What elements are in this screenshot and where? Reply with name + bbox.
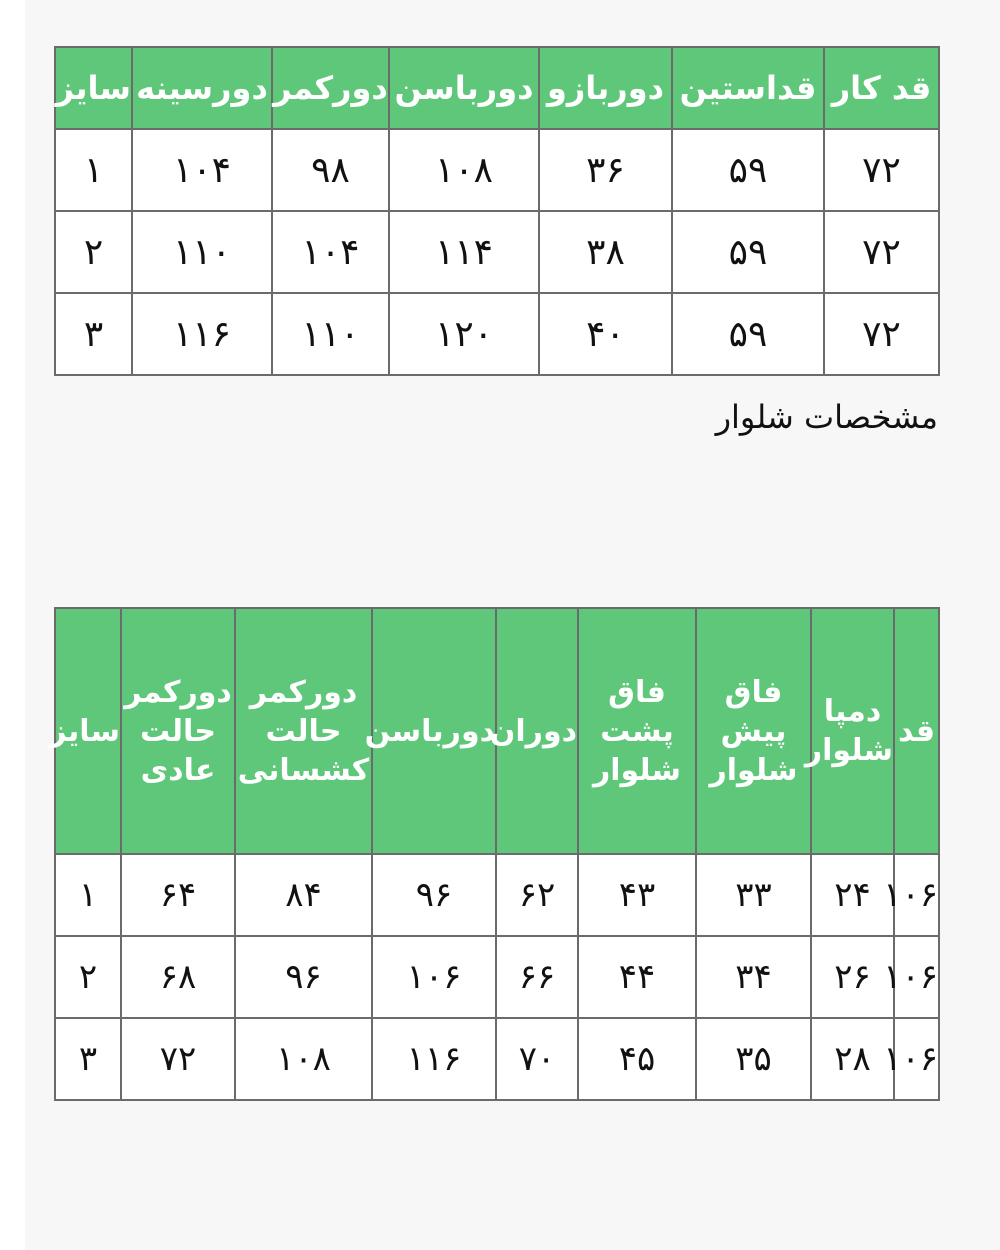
- table-cell: ۷۲: [824, 129, 939, 211]
- table-row: [55, 1018, 939, 1100]
- table-row: [55, 854, 939, 936]
- table-row: [55, 129, 939, 211]
- table-cell: ۲۶: [811, 936, 894, 1018]
- table-cell: ۵۹: [672, 211, 824, 293]
- header-sleeve-length: قداستین: [672, 47, 824, 129]
- table-cell: ۴۴: [578, 936, 696, 1018]
- table-cell: ۱۰۸: [389, 129, 539, 211]
- table-cell: ۱۱۰: [132, 211, 272, 293]
- header-hip-circumference: دورباسن: [389, 47, 539, 129]
- table-cell: ۳۴: [696, 936, 811, 1018]
- table-cell: ۳۵: [696, 1018, 811, 1100]
- table-cell: ۶۸: [121, 936, 235, 1018]
- table-cell: ۶۶: [496, 936, 578, 1018]
- top-size-table: [54, 46, 940, 376]
- table-cell: ۲: [55, 936, 121, 1018]
- table-cell: ۷۲: [824, 293, 939, 375]
- table-cell: ۱۱۶: [132, 293, 272, 375]
- table-cell: ۵۹: [672, 293, 824, 375]
- header-waist-normal: دورکمر حالت عادی: [121, 608, 235, 854]
- bottom-size-table: [49, 607, 940, 1101]
- header-hem-width: دمپا شلوار: [811, 608, 894, 854]
- table-cell: ۱۱۰: [272, 293, 389, 375]
- table-cell: ۱۰۸: [235, 1018, 372, 1100]
- table-cell: ۱۱۶: [372, 1018, 496, 1100]
- table-cell: ۱: [55, 129, 132, 211]
- header-thigh: دوران: [496, 608, 578, 854]
- table-cell: ۷۲: [121, 1018, 235, 1100]
- table-cell: ۶۲: [496, 854, 578, 936]
- header-hip-circumference: دورباسن: [372, 608, 496, 854]
- table-cell: ۷۰: [496, 1018, 578, 1100]
- table-cell: ۳۳: [696, 854, 811, 936]
- table-cell: ۸۴: [235, 854, 372, 936]
- table-cell: ۹۶: [372, 854, 496, 936]
- table-cell: ۱۰۶: [894, 854, 939, 936]
- table-cell: ۱۱۴: [389, 211, 539, 293]
- header-size: سایز: [55, 608, 121, 854]
- header-chest-circumference: دورسینه: [132, 47, 272, 129]
- table-cell: ۴۳: [578, 854, 696, 936]
- header-arm-circumference: دوربازو: [539, 47, 672, 129]
- table-cell: ۳: [55, 1018, 121, 1100]
- header-back-rise: فاق پشت شلوار: [578, 608, 696, 854]
- table-cell: ۲۴: [811, 854, 894, 936]
- table-cell: ۲۸: [811, 1018, 894, 1100]
- table-cell: ۹۶: [235, 936, 372, 1018]
- table-cell: ۴۵: [578, 1018, 696, 1100]
- section-title-pants-specs: مشخصات شلوار: [715, 398, 938, 436]
- table-cell: ۳: [55, 293, 132, 375]
- table-cell: ۴۰: [539, 293, 672, 375]
- table-cell: ۶۴: [121, 854, 235, 936]
- header-waist-stretch: دورکمر حالت کشسانی: [235, 608, 372, 854]
- table-cell: ۳۸: [539, 211, 672, 293]
- table-cell: ۷۲: [824, 211, 939, 293]
- table-cell: ۱۰۶: [894, 1018, 939, 1100]
- table-cell: ۱۲۰: [389, 293, 539, 375]
- header-row: [55, 47, 939, 129]
- table-cell: ۲: [55, 211, 132, 293]
- table-cell: ۱۰۴: [132, 129, 272, 211]
- table-cell: ۱۰۶: [372, 936, 496, 1018]
- table-cell: ۵۹: [672, 129, 824, 211]
- table-cell: ۱۰۶: [894, 936, 939, 1018]
- table-row: [55, 936, 939, 1018]
- table-cell: ۹۸: [272, 129, 389, 211]
- table-row: [55, 293, 939, 375]
- header-front-rise: فاق پیش شلوار: [696, 608, 811, 854]
- header-waist-circumference: دورکمر: [272, 47, 389, 129]
- table-cell: ۳۶: [539, 129, 672, 211]
- table-row: [55, 211, 939, 293]
- header-row: [55, 608, 939, 854]
- table-cell: ۱۰۴: [272, 211, 389, 293]
- header-height: قد کار: [824, 47, 939, 129]
- header-length: قد: [894, 608, 939, 854]
- header-size: سایز: [55, 47, 132, 129]
- table-cell: ۱: [55, 854, 121, 936]
